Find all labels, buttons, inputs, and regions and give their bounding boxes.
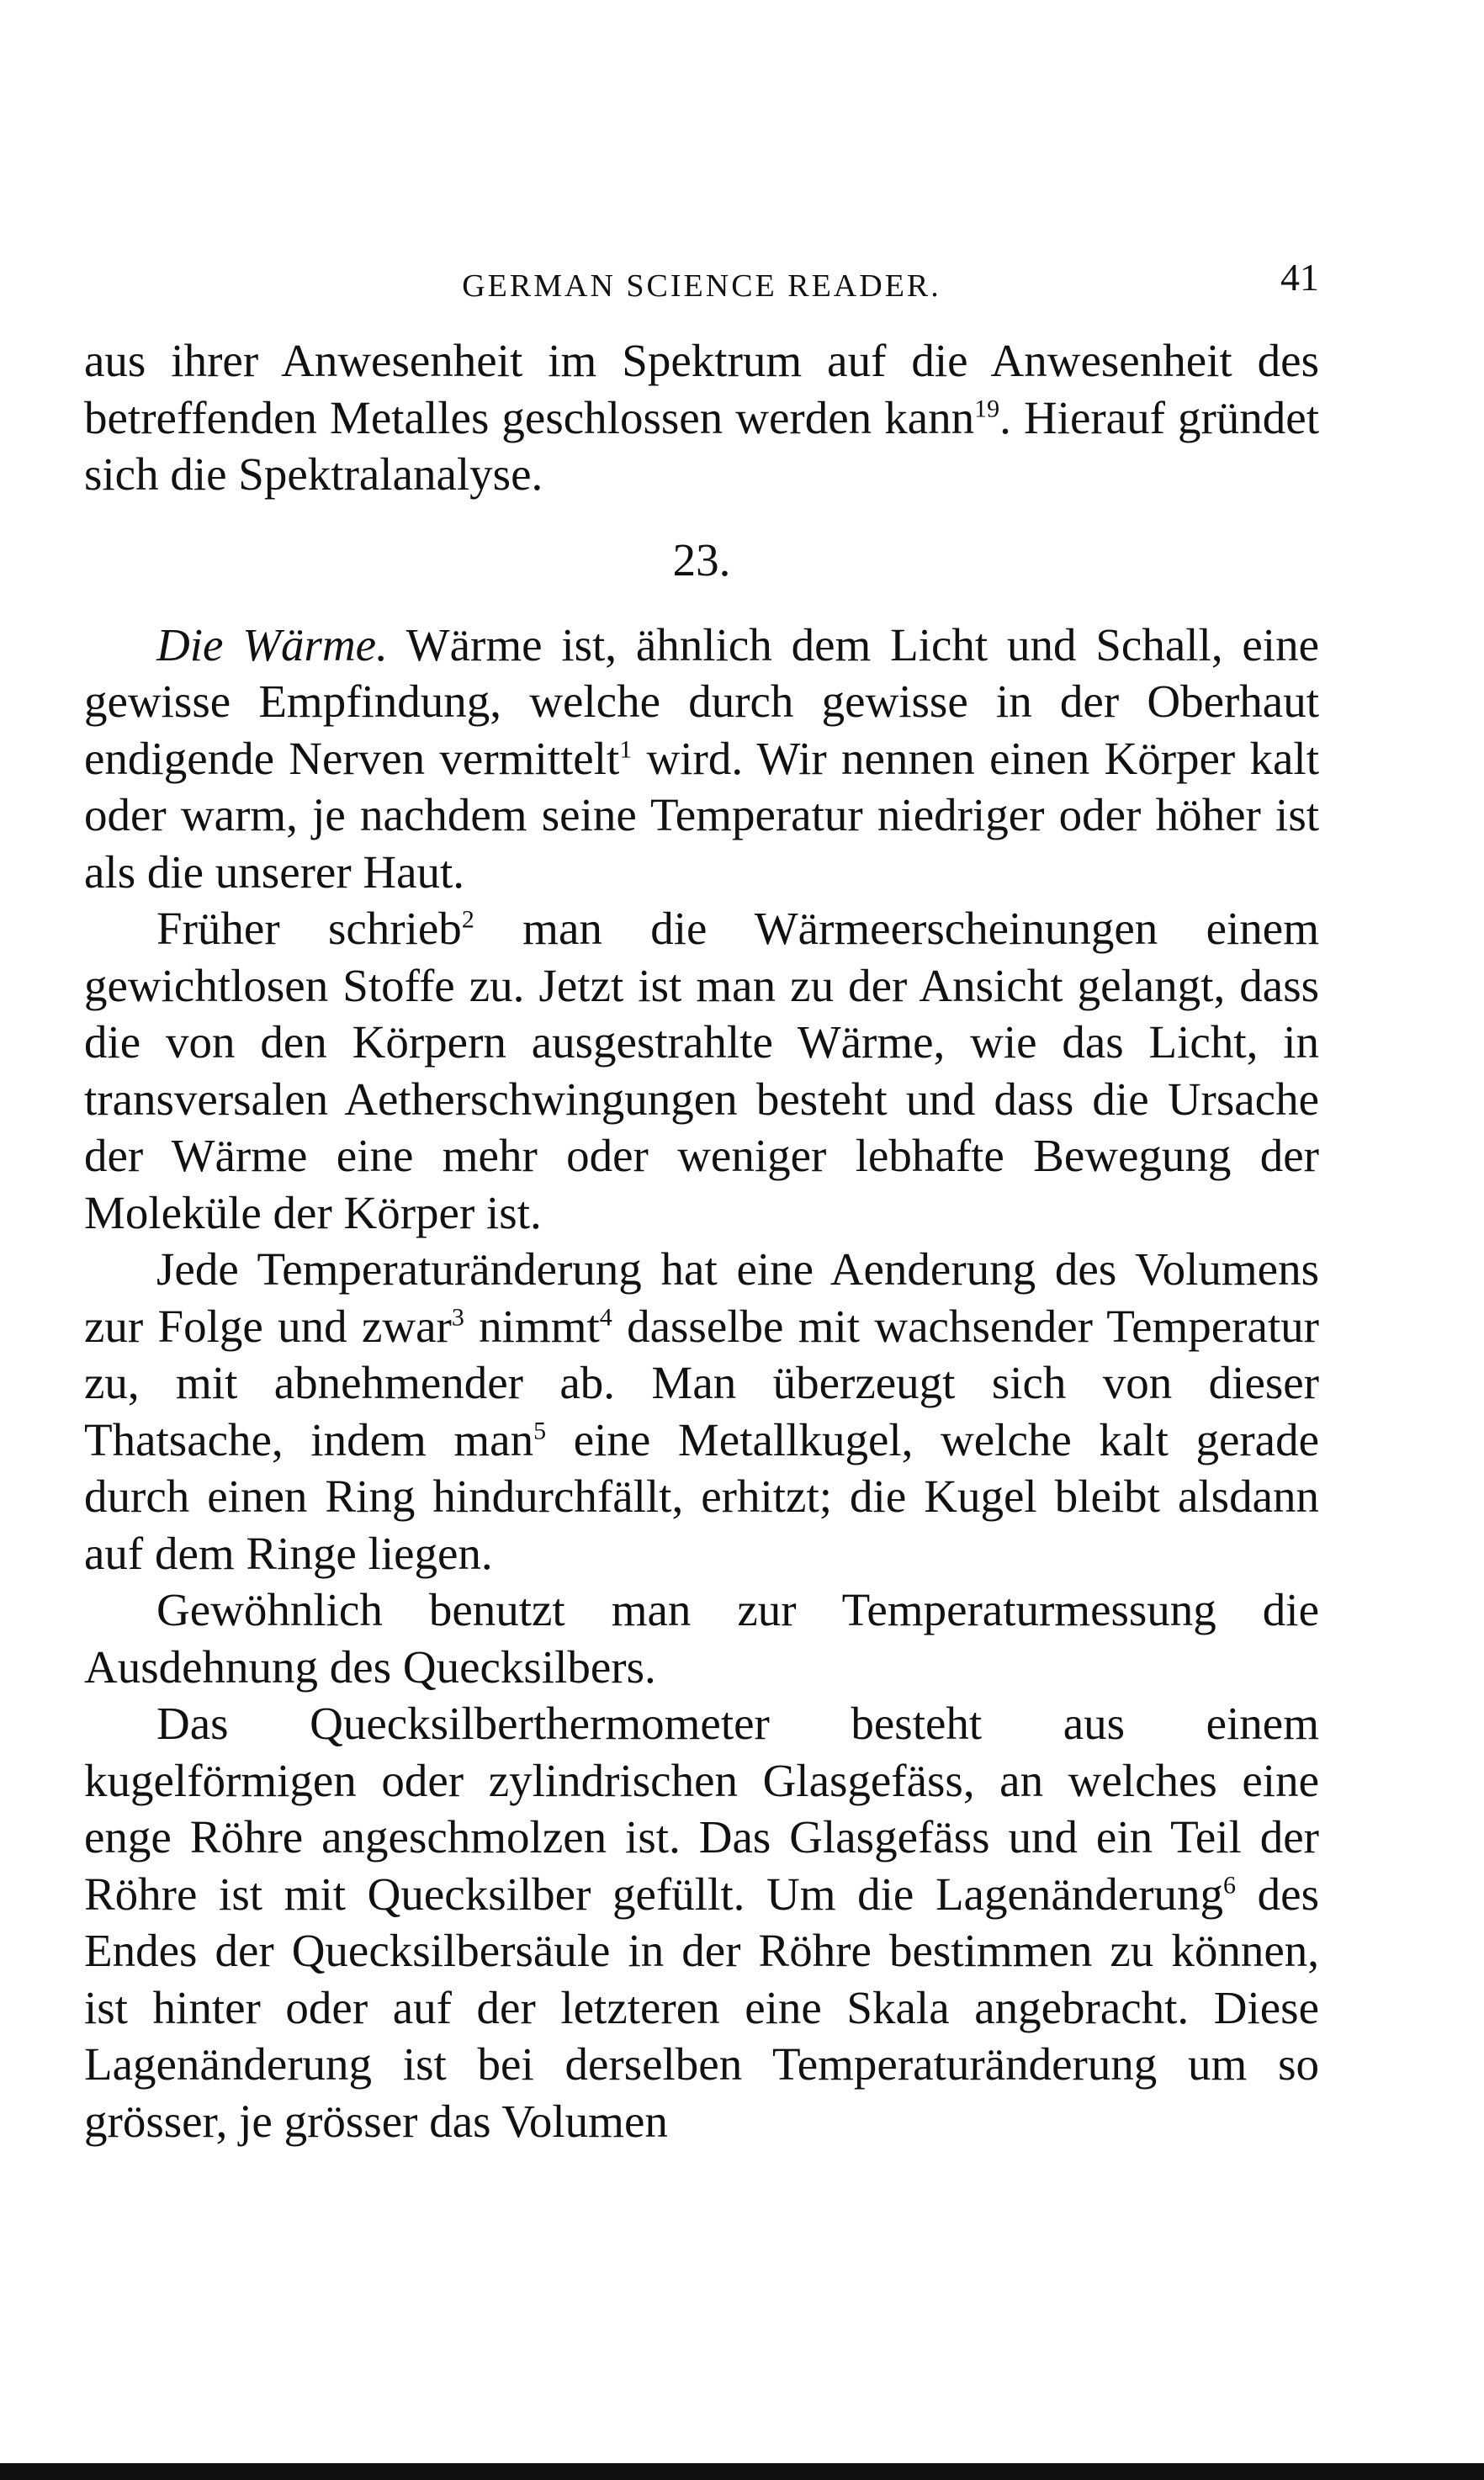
running-title: GERMAN SCIENCE READER.: [462, 268, 941, 304]
paragraph-4: Gewöhnlich benutzt man zur Temperaturmessung die Ausdehnung des Quecksilbers.: [84, 1584, 1319, 1693]
body-text: [84, 332, 1319, 2149]
section-number: 23.: [672, 533, 731, 586]
footnote-marker-4: 4: [599, 1303, 612, 1332]
continuation-paragraph: [84, 332, 1319, 503]
footnote-marker-3: 3: [451, 1303, 464, 1332]
footnote-marker-5: 5: [533, 1417, 547, 1445]
paragraph-3-text-d: eine Metallkugel, welche kalt gerade durch einen Ring hindurchfällt, erhitzt; die Kugel bleibt alsdann auf dem Ringe liegen.: [84, 1413, 1320, 1579]
bottom-edge-rule: [0, 2463, 1484, 2480]
continuation-tail: . Hierauf gründet sich die Spektralanalyse.: [84, 391, 1319, 500]
footnote-marker-6: 6: [1223, 1871, 1237, 1900]
footnote-marker-2: 2: [461, 905, 474, 934]
paragraph-1-text-a: Wärme ist, ähnlich dem Licht und Schall, eine gewisse Empfindung, welche durch gewisse in der Oberhaut endigende Nerven vermittelt: [84, 618, 1319, 784]
footnote-marker-19: 19: [974, 395, 1000, 423]
paragraph-5: [84, 1695, 1319, 2149]
paragraph-3: [84, 1241, 1319, 1582]
paragraph-5-text-a: Das Quecksilberthermometer besteht aus einem kugelförmigen oder zylindrischen Glasgefäss, an welches eine enge Röhre angeschmolzen ist. Das Glasgefäss und ein Teil der Röhre ist mit Quecksilber gefüllt. Um die Lagenänderung: [84, 1698, 1319, 1920]
paragraph-1-text-b: wird. Wir nennen einen Körper kalt oder warm, je nachdem seine Temperatur niedriger oder höher ist als die unserer Haut.: [84, 732, 1319, 898]
section-heading: Die Wärme.: [156, 618, 388, 670]
footnote-marker-1: 1: [619, 735, 633, 764]
paragraph-5-text-b: des Endes der Quecksilbersäule in der Röhre bestimmen zu können, ist hinter oder auf der letzteren eine Skala angebracht. Diese Lagenänderung ist bei derselben Temperaturänderung um so grösser, je grösser das Volumen: [84, 1868, 1319, 2147]
paragraph-2-text-b: man die Wärmeerscheinungen einem gewichtlosen Stoffe zu. Jetzt ist man zu der Ansicht gelangt, dass die von den Körpern ausgestrahlte Wärme, wie das Licht, in transversalen Aetherschwingungen besteht und dass die Ursache der Wärme eine mehr oder weniger lebhafte Bewegung der Moleküle der Körper ist.: [84, 903, 1319, 1238]
running-head: [84, 256, 1319, 311]
paragraph-1: [84, 617, 1319, 901]
paragraph-3-text-c: dasselbe mit wachsender Temperatur zu, mit abnehmender ab. Man überzeugt sich von dieser Thatsache, indem man: [84, 1300, 1319, 1465]
paragraph-3-text-b: nimmt: [464, 1300, 600, 1352]
continuation-text: aus ihrer Anwesenheit im Spektrum auf die Anwesenheit des betreffenden Metalles geschlossen werden kann: [84, 335, 1319, 443]
paragraph-2-text-a: Früher schrieb: [156, 903, 462, 954]
paragraph-3-text-a: Jede Temperaturänderung hat eine Aenderung des Volumens zur Folge und zwar: [84, 1243, 1319, 1352]
paragraph-2: [84, 900, 1319, 1241]
page-number: 41: [1280, 256, 1319, 299]
